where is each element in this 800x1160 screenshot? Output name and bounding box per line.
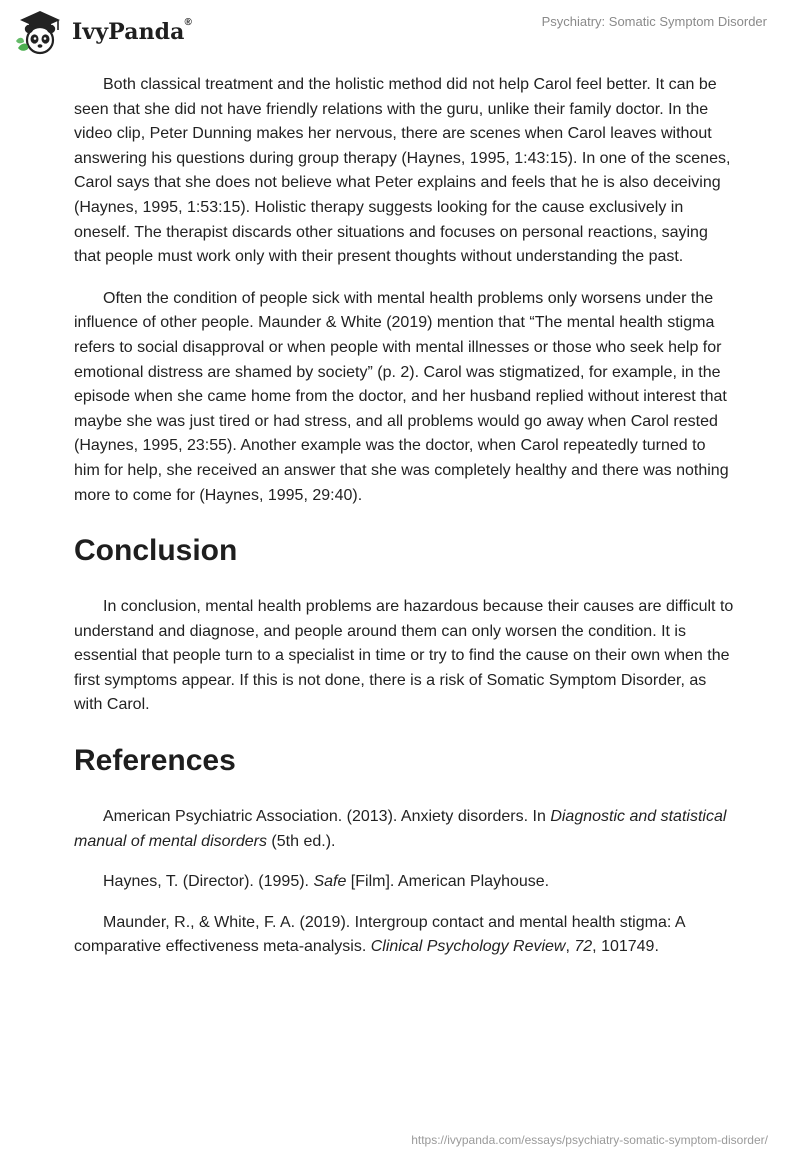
conclusion-heading: Conclusion — [74, 534, 238, 568]
conclusion-paragraph: In conclusion, mental health problems are hazardous because their causes are difficult to understand and diagnose, and people around them can only worsen the condition. It is essential that people turn to a specialist in time or try to find the cause on their own when the first symptoms appear. If this is not done, there is a risk of Somatic Symptom Disorder, as with Carol. — [74, 598, 734, 714]
source-url[interactable]: https://ivypanda.com/essays/psychiatry-somatic-symptom-disorder/ — [411, 1133, 768, 1147]
body-paragraph-2: Often the condition of people sick with mental health problems only worsens under the influence of other people. Maunder & White (2019) mention that “The mental health stigma refers to social disapproval or when people with mental illnesses or those who seek help for emotional distress are shamed by society” (p. 2). Carol was stigmatized, for example, in the episode when she came home from the doctor, and her husband replied without interest that maybe she was just tired or had stress, and all problems would go away when Carol rested (Haynes, 1995, 23:55). Another example was the doctor, when Carol repeatedly turned to him for help, she received an answer that she was completely healthy and there was nothing more to come for (Haynes, 1995, 29:40). — [74, 289, 729, 504]
ivypanda-logo[interactable] — [14, 8, 192, 56]
reference-entry: Maunder, R., & White, F. A. (2019). Intergroup contact and mental health stigma: A comparative effectiveness meta-analysis. Clinical Psychology Review, 72, 101749. — [74, 913, 685, 956]
references-heading: References — [74, 744, 236, 778]
document-title: Psychiatry: Somatic Symptom Disorder — [541, 14, 767, 29]
essay-content — [74, 73, 734, 976]
brand-name: IvyPanda® — [72, 17, 192, 45]
panda-graduate-icon — [14, 8, 66, 56]
body-paragraph-1: Both classical treatment and the holistic method did not help Carol feel better. It can be seen that she did not have friendly relations with the guru, unlike their family doctor. In the video clip, Peter Dunning makes her nervous, there are scenes when Carol leaves without answering his questions during group therapy (Haynes, 1995, 1:43:15). In one of the scenes, Carol says that she does not believe what Peter explains and feels that he is also deceiving (Haynes, 1995, 1:53:15). Holistic therapy suggests looking for the cause exclusively in oneself. The therapist discards other situations and focuses on personal reactions, saying that people must work only with their present thoughts without understanding the past. — [74, 76, 731, 266]
reference-list — [74, 805, 734, 960]
reference-entry: Haynes, T. (Director). (1995). Safe [Film]. American Playhouse. — [103, 873, 550, 891]
reference-entry: American Psychiatric Association. (2013). Anxiety disorders. In Diagnostic and statistical manual of mental disorders (5th ed.). — [74, 808, 727, 850]
page-header — [0, 0, 800, 64]
registered-mark: ® — [184, 17, 192, 28]
